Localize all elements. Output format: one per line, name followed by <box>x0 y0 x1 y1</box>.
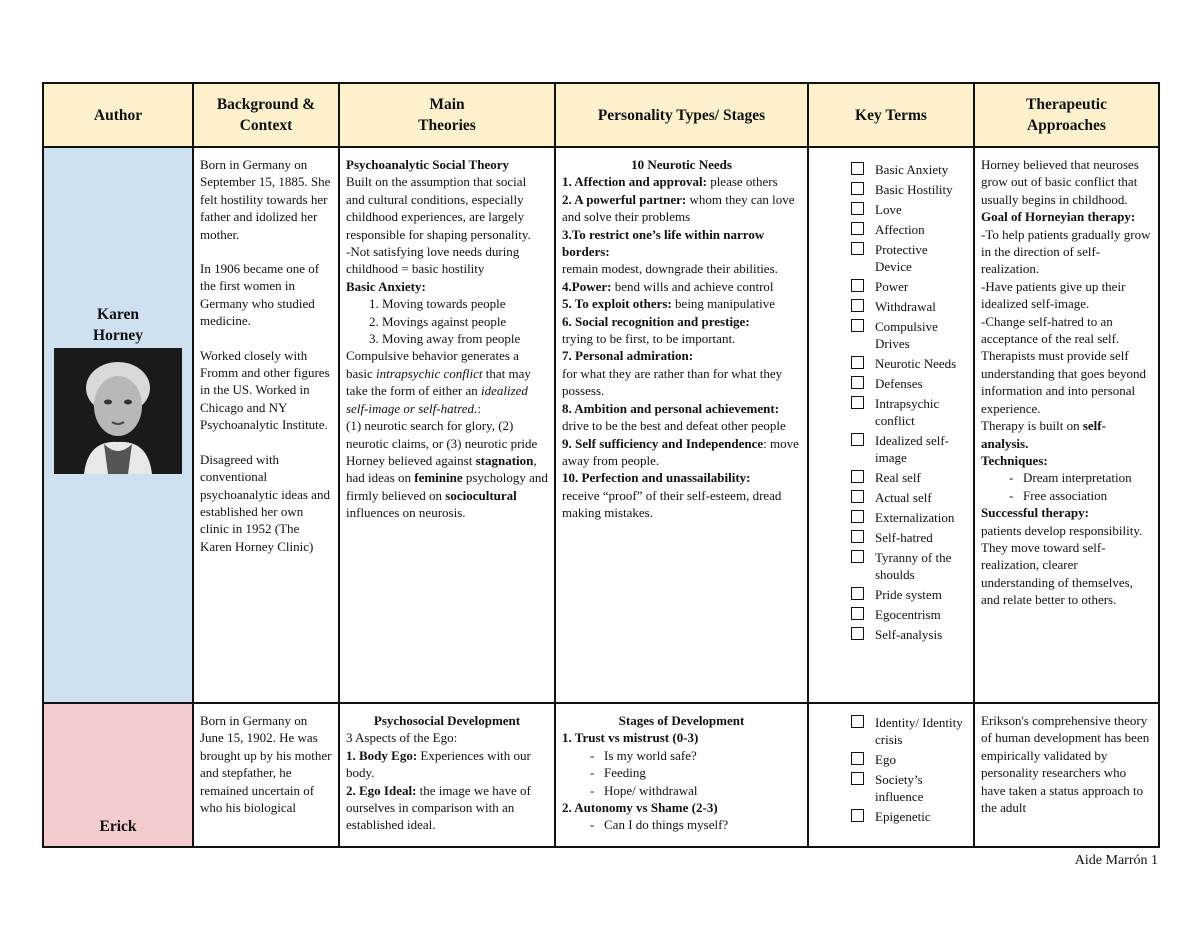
key-term-label: Idealized self-image <box>875 433 949 465</box>
checkbox-icon[interactable] <box>851 809 864 822</box>
ego-aspects-title: 3 Aspects of the Ego: <box>346 730 458 746</box>
key-term-label: Identity/ Identity crisis <box>875 715 963 747</box>
key-term-label: Tyranny of the shoulds <box>875 550 952 582</box>
karen-background-p4: Disagreed with conventional psychoanalytic ideas and established her own clinic in 1952 (The Karen Horney Clinic) <box>200 451 330 554</box>
key-term-item <box>851 606 967 623</box>
comparison-table <box>42 82 1160 848</box>
need-10: 10. Perfection and unassailability: receive “proof” of their self-esteem, dread making mistakes. <box>562 470 782 521</box>
key-term-item <box>851 626 967 643</box>
key-term-label: Real self <box>875 470 921 485</box>
key-term-label: Power <box>875 279 909 294</box>
need-8: 8. Ambition and personal achievement: drive to be the best and defeat other people <box>562 400 786 434</box>
checkbox-icon[interactable] <box>851 222 864 235</box>
key-term-label: Egocentrism <box>875 607 941 622</box>
key-term-label: Affection <box>875 222 925 237</box>
key-term-item <box>851 278 967 295</box>
checkbox-icon[interactable] <box>851 715 864 728</box>
key-term-label: Protective Device <box>875 242 928 274</box>
key-term-item <box>851 714 967 748</box>
key-term-item <box>851 586 967 603</box>
need-6: 6. Social recognition and prestige: trying to be first, to be important. <box>562 313 750 347</box>
checkbox-icon[interactable] <box>851 356 864 369</box>
checkbox-icon[interactable] <box>851 279 864 292</box>
list-item: 2. Movings against people <box>382 313 548 330</box>
checkbox-icon[interactable] <box>851 202 864 215</box>
key-term-item <box>851 751 967 768</box>
checkbox-icon[interactable] <box>851 470 864 483</box>
checkbox-icon[interactable] <box>851 490 864 503</box>
erick-terms-cell <box>808 703 974 847</box>
ego-aspect-1: 1. Body Ego: Experiences with our body. <box>346 747 531 781</box>
key-term-label: Actual self <box>875 490 932 505</box>
list-item: - Hope/ withdrawal <box>604 782 801 799</box>
key-term-item <box>851 375 967 392</box>
karen-therapy-p1: Horney believed that neuroses grow out of basic conflict that usually begins in childhood. <box>981 157 1139 207</box>
key-term-label: Society’s influence <box>875 772 924 804</box>
key-term-label: Ego <box>875 752 896 767</box>
stage-1: 1. Trust vs mistrust (0-3) <box>562 730 699 746</box>
need-1: 1. Affection and approval: please others <box>562 174 778 190</box>
key-term-item <box>851 201 967 218</box>
karen-therapy-p2: Therapists must provide self understanding that goes beyond information and into personal experience. <box>981 348 1146 416</box>
key-term-label: Externalization <box>875 510 955 525</box>
checkbox-icon[interactable] <box>851 242 864 255</box>
key-term-item <box>851 549 967 583</box>
erick-background-text: Born in Germany on June 15, 1902. He was brought up by his mother and stepfather, he remained uncertain of who his biological <box>200 713 332 816</box>
karen-therapy-cell <box>974 147 1159 703</box>
list-item: - Is my world safe? <box>604 747 801 764</box>
key-term-item <box>851 509 967 526</box>
erick-theories-cell <box>339 703 555 847</box>
key-term-item <box>851 181 967 198</box>
success-text: patients develop responsibility. They move toward self-realization, clearer understanding of themselves, and relate better to others. <box>981 522 1143 608</box>
key-term-label: Self-analysis <box>875 627 943 642</box>
checkbox-icon[interactable] <box>851 607 864 620</box>
checkbox-icon[interactable] <box>851 550 864 563</box>
karen-types-cell <box>555 147 808 703</box>
checkbox-icon[interactable] <box>851 162 864 175</box>
erick-author-cell <box>43 703 193 847</box>
key-term-label: Neurotic Needs <box>875 356 957 371</box>
key-term-label: Compulsive Drives <box>875 319 938 351</box>
neurotic-needs-title: 10 Neurotic Needs <box>631 157 732 172</box>
checkbox-icon[interactable] <box>851 299 864 312</box>
karen-terms-list <box>815 161 967 643</box>
key-term-label: Basic Hostility <box>875 182 953 197</box>
key-term-label: Intrapsychic conflict <box>875 396 940 428</box>
checkbox-icon[interactable] <box>851 587 864 600</box>
key-term-label: Withdrawal <box>875 299 936 314</box>
header-theories: Main Theories <box>339 83 555 147</box>
karen-background-cell <box>193 147 339 703</box>
list-item: - Can I do things myself? <box>604 816 801 833</box>
list-item: 1. Moving towards people <box>382 295 548 312</box>
techniques-list <box>981 469 1152 504</box>
key-term-label: Epigenetic <box>875 809 931 824</box>
goal-3: -Change self-hatred to an acceptance of the real self. <box>981 313 1120 347</box>
key-term-item <box>851 221 967 238</box>
key-term-item <box>851 318 967 352</box>
erick-theory-title: Psychosocial Development <box>373 713 521 728</box>
karen-row <box>43 147 1159 703</box>
basic-anxiety-list <box>346 295 548 347</box>
karen-author-cell <box>43 147 193 703</box>
karen-theory-p2: -Not satisfying love needs during childhood = basic hostility <box>346 244 520 277</box>
key-term-item <box>851 161 967 178</box>
list-item: - Dream interpretation <box>1023 469 1152 486</box>
header-types: Personality Types/ Stages <box>555 83 808 147</box>
portrait-photo-icon <box>54 348 182 474</box>
stage-1-list <box>562 747 801 799</box>
ego-aspect-2: 2. Ego Ideal: the image we have of ourselves in comparison with an established ideal. <box>346 782 531 833</box>
header-terms: Key Terms <box>808 83 974 147</box>
erick-therapy-cell <box>974 703 1159 847</box>
key-term-item <box>851 241 967 275</box>
karen-background-p1: Born in Germany on September 15, 1885. She felt hostility towards her father and idolized her mother. <box>200 157 331 242</box>
checkbox-icon[interactable] <box>851 530 864 543</box>
key-term-item <box>851 395 967 429</box>
key-term-label: Love <box>875 202 902 217</box>
need-4: 4.Power: bend wills and achieve control <box>562 278 774 294</box>
list-item: - Free association <box>1023 487 1152 504</box>
stages-title: Stages of Development <box>618 713 745 728</box>
goal-2: -Have patients give up their idealized self-image. <box>981 278 1126 312</box>
success-title: Successful therapy: <box>981 505 1089 521</box>
key-term-label: Basic Anxiety <box>875 162 949 177</box>
need-7: 7. Personal admiration: for what they are rather than for what they possess. <box>562 348 783 399</box>
checkbox-icon[interactable] <box>851 319 864 332</box>
need-2: 2. A powerful partner: whom they can love and solve their problems <box>562 191 795 225</box>
karen-background-p3: Worked closely with Fromm and other figures in the US. Worked in Chicago and NY Psychoanalytic Institute. <box>200 347 330 433</box>
checkbox-icon[interactable] <box>851 752 864 765</box>
list-item: - Feeding <box>604 764 801 781</box>
checkbox-icon[interactable] <box>851 396 864 409</box>
key-term-item <box>851 469 967 486</box>
karen-theory-p5: Horney believed against stagnation, had ideas on feminine psychology and firmly believed on sociocultural influences on neurosis. <box>346 452 548 521</box>
techniques-title: Techniques: <box>981 452 1048 468</box>
key-term-item <box>851 432 967 466</box>
karen-theory-p3: Compulsive behavior generates a basic intrapsychic conflict that may take the form of either an idealized self-image or self-hatred.: <box>346 348 531 416</box>
goal-title: Goal of Horneyian therapy: <box>981 209 1136 225</box>
key-term-item <box>851 298 967 315</box>
need-9: 9. Self sufficiency and Independence: move away from people. <box>562 435 799 468</box>
key-term-label: Self-hatred <box>875 530 933 545</box>
need-3: 3.To restrict one’s life within narrow borders: remain modest, downgrade their abilities. <box>562 226 778 277</box>
header-row <box>43 83 1159 147</box>
list-item: 3. Moving away from people <box>382 330 548 347</box>
erick-row <box>43 703 1159 847</box>
header-background: Background & Context <box>193 83 339 147</box>
karen-therapy-p3: Therapy is built on self-analysis. <box>981 418 1106 451</box>
basic-anxiety-title: Basic Anxiety: <box>346 278 426 294</box>
checkbox-icon[interactable] <box>851 772 864 785</box>
header-therapy: Therapeutic Approaches <box>974 83 1159 147</box>
key-term-item <box>851 808 967 825</box>
stage-2: 2. Autonomy vs Shame (2-3) <box>562 800 718 816</box>
key-term-label: Pride system <box>875 587 942 602</box>
checkbox-icon[interactable] <box>851 433 864 446</box>
erick-name: Erick <box>99 818 137 835</box>
karen-theory-title: Psychoanalytic Social Theory <box>346 157 509 172</box>
checkbox-icon[interactable] <box>851 510 864 523</box>
karen-name: Karen Horney <box>93 306 143 344</box>
key-term-item <box>851 489 967 506</box>
key-term-label: Defenses <box>875 376 923 391</box>
page-footer: Aide Marrón 1 <box>1074 853 1158 868</box>
key-term-item <box>851 529 967 546</box>
erick-background-cell <box>193 703 339 847</box>
need-5: 5. To exploit others: being manipulative <box>562 296 776 312</box>
erick-terms-list <box>815 714 967 825</box>
key-term-item <box>851 771 967 805</box>
erick-therapy-text: Erikson's comprehensive theory of human development has been empirically validated by personality researchers who have taken a status approach to the adult <box>981 713 1150 816</box>
erick-types-cell <box>555 703 808 847</box>
karen-theory-p1: Built on the assumption that social and cultural conditions, especially childhood experiences, are largely responsible for shaping personality. <box>346 174 531 242</box>
checkbox-icon[interactable] <box>851 376 864 389</box>
checkbox-icon[interactable] <box>851 182 864 195</box>
header-author: Author <box>43 83 193 147</box>
karen-background-p2: In 1906 became one of the first women in Germany who studied medicine. <box>200 261 320 329</box>
karen-theories-cell <box>339 147 555 703</box>
goal-1: -To help patients gradually grow in the direction of self-realization. <box>981 226 1151 277</box>
stage-2-list <box>562 816 801 833</box>
karen-theory-p4: (1) neurotic search for glory, (2) neurotic claims, or (3) neurotic pride <box>346 418 538 451</box>
key-term-item <box>851 355 967 372</box>
karen-terms-cell <box>808 147 974 703</box>
checkbox-icon[interactable] <box>851 627 864 640</box>
